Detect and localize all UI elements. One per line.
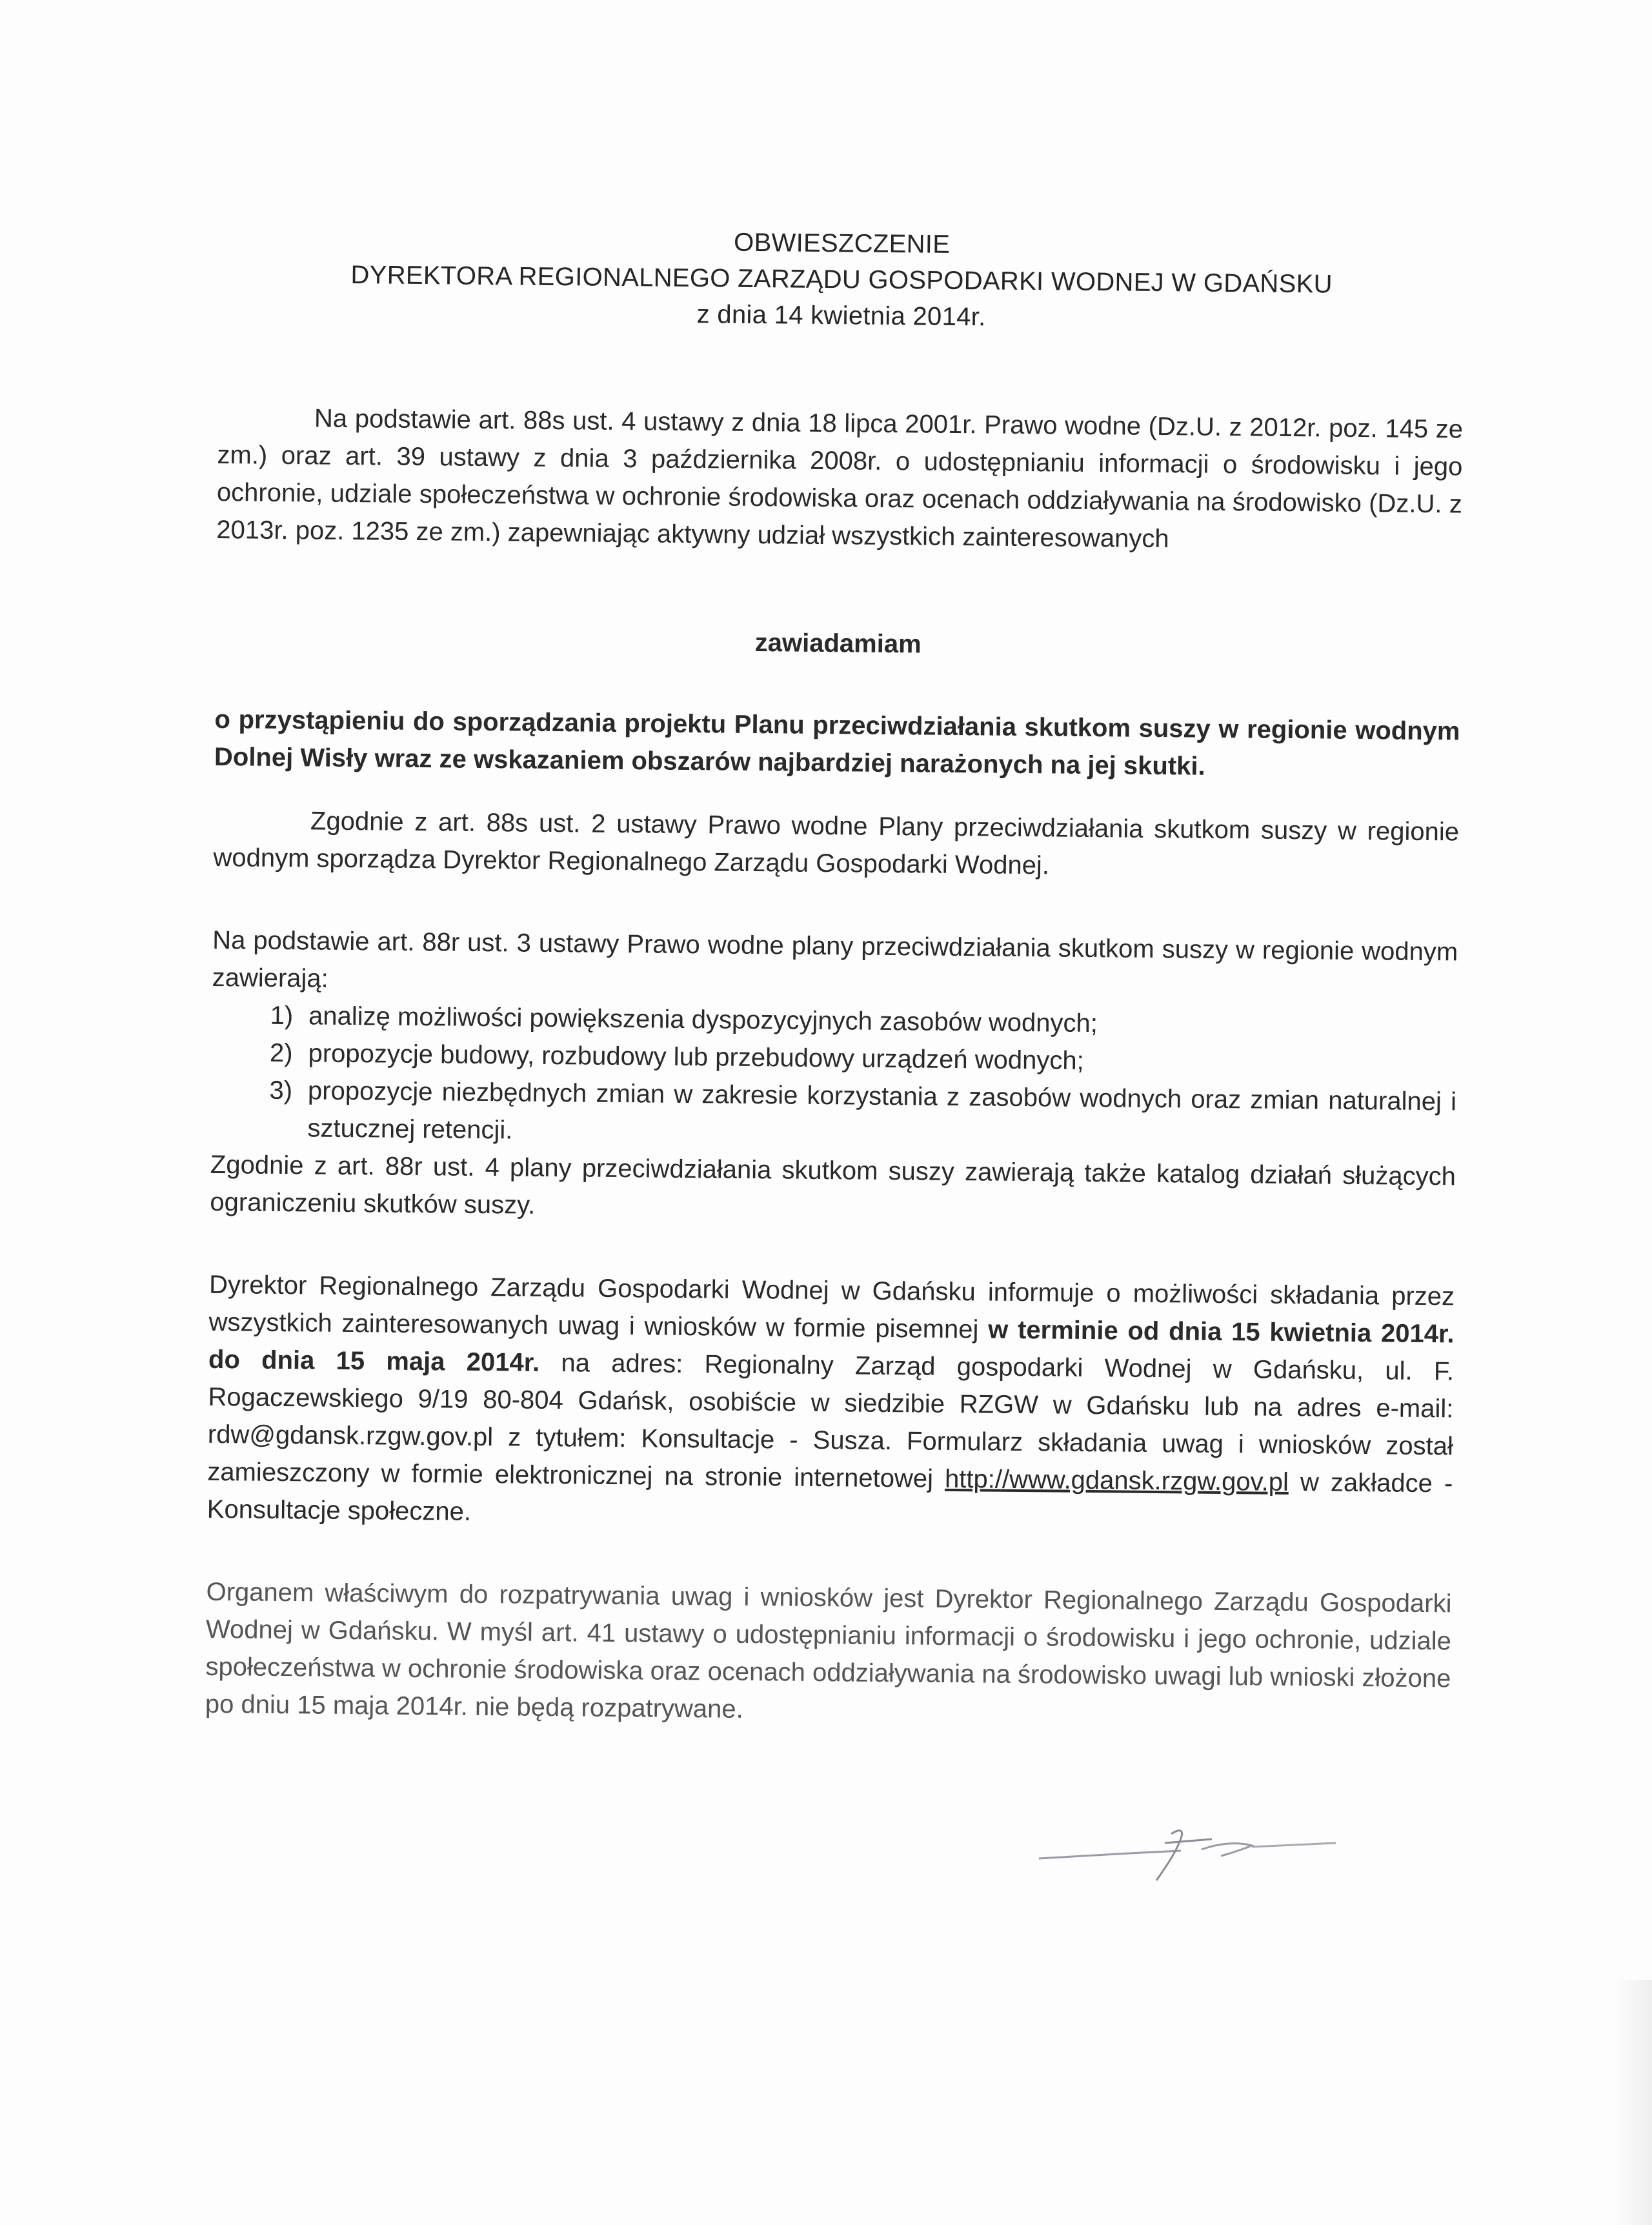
article-88r4-paragraph: Zgodnie z art. 88r ust. 4 plany przeciwdziałania skutkom suszy zawierają także katalog działań służących ograniczeniu skutków suszy. bbox=[210, 1150, 1456, 1220]
consultation-text-3: w zakładce - Konsultacje społeczne. bbox=[206, 1467, 1453, 1526]
closing-paragraph: Organem właściwym do rozpatrywania uwag i wniosków jest Dyrektor Regionalnego Zarządu Gospodarki Wodnej w Gdańsku. W myśl art. 41 ustawy o udostępnianiu informacji o środowisku i jego ochronie, udziale społeczeństwa w ochronie środowiska oraz ocenach oddziaływania na środowisko uwagi lub wnioski złożone po dniu 15 maja 2014r. nie będą rozpatrywane. bbox=[205, 1577, 1452, 1724]
announcement-paragraph: o przystąpieniu do sporządzania projektu Planu przeciwdziałania skutkom suszy w regionie wodnym Dolnej Wisły wraz ze wskazaniem obszarów najbardziej narażonych na jej skutki. bbox=[214, 705, 1460, 781]
intro-paragraph: Na podstawie art. 88s ust. 4 ustawy z dnia 18 lipca 2001r. Prawo wodne (Dz.U. z 2012r. poz. 145 ze zm.) oraz art. 39 ustawy z dnia 3 października 2008r. o udostępnianiu informacji o środowisku i jego ochronie, udziale społeczeństwa w ochronie środowiska oraz ocenach oddziaływania na środowisko (Dz.U. z 2013r. poz. 1235 ze zm.) zapewniając aktywny udział wszystkich zainteresowanych bbox=[216, 404, 1464, 554]
document-body bbox=[205, 219, 1465, 1735]
consultation-text-1: Dyrektor Regionalnego Zarządu Gospodarki Wodnej w Gdańsku informuje o możliwości składania przez wszystkich zainteresowanych uwag i wniosków w formie pisemnej bbox=[208, 1270, 1455, 1344]
consultation-paragraph bbox=[207, 1266, 1455, 1540]
heading-title: OBWIESZCZENIE bbox=[733, 228, 951, 259]
announce-word: zawiadamiam bbox=[754, 628, 922, 659]
consultation-text-2: na adres: Regionalny Zarząd gospodarki Wodnej w Gdańsku, ul. F. Rogaczewskiego 9/19 80-804 Gdańsk, osobiście w siedzibie RZGW w Gdańsku lub na adres e-mail: rdw@gdansk.rzgw.gov.pl z tytułem: Konsultacje - Susza. Formularz składania uwag i wniosków został zamieszczony w formie elektronicznej na stronie internetowej bbox=[207, 1348, 1455, 1493]
article-88r-intro: Na podstawie art. 88r ust. 3 ustawy Prawo wodne plany przeciwdziałania skutkom suszy w regionie wodnym zawierają: bbox=[212, 925, 1458, 993]
website-link[interactable]: http://www.gdansk.rzgw.gov.pl bbox=[944, 1464, 1289, 1496]
article-88s-paragraph: Zgodnie z art. 88s ust. 2 ustawy Prawo wodne Plany przeciwdziałania skutkom suszy w regionie wodnym sporządza Dyrektor Regionalnego Zarządu Gospodarki Wodnej. bbox=[213, 807, 1460, 880]
plan-contents-list bbox=[210, 996, 1457, 1158]
list-item-text: propozycje budowy, rozbudowy lub przebudowy urządzeń wodnych; bbox=[308, 1039, 1084, 1075]
signature-mark bbox=[1032, 1787, 1342, 1891]
heading-date: z dnia 14 kwietnia 2014r. bbox=[696, 300, 986, 332]
list-item-text: analizę możliwości powiększenia dyspozycyjnych zasobów wodnych; bbox=[308, 1002, 1098, 1038]
heading-authority: DYREKTORA REGIONALNEGO ZARZĄDU GOSPODARKI WODNEJ W GDAŃSKU bbox=[350, 260, 1333, 299]
document-heading bbox=[218, 219, 1465, 340]
list-item bbox=[210, 1071, 1456, 1158]
list-item-number: 1) bbox=[270, 1001, 294, 1031]
consultation-deadline: w terminie od dnia 15 kwietnia 2014r. do dnia 15 maja 2014r. bbox=[208, 1315, 1455, 1377]
list-item-number: 2) bbox=[269, 1038, 293, 1068]
list-item-text: propozycje niezbędnych zmian w zakresie korzystania z zasobów wodnych oraz zmian naturalnej i sztucznej retencji. bbox=[307, 1076, 1457, 1145]
list-item-number: 3) bbox=[269, 1076, 293, 1105]
scan-edge-shadow bbox=[1613, 1980, 1652, 2225]
